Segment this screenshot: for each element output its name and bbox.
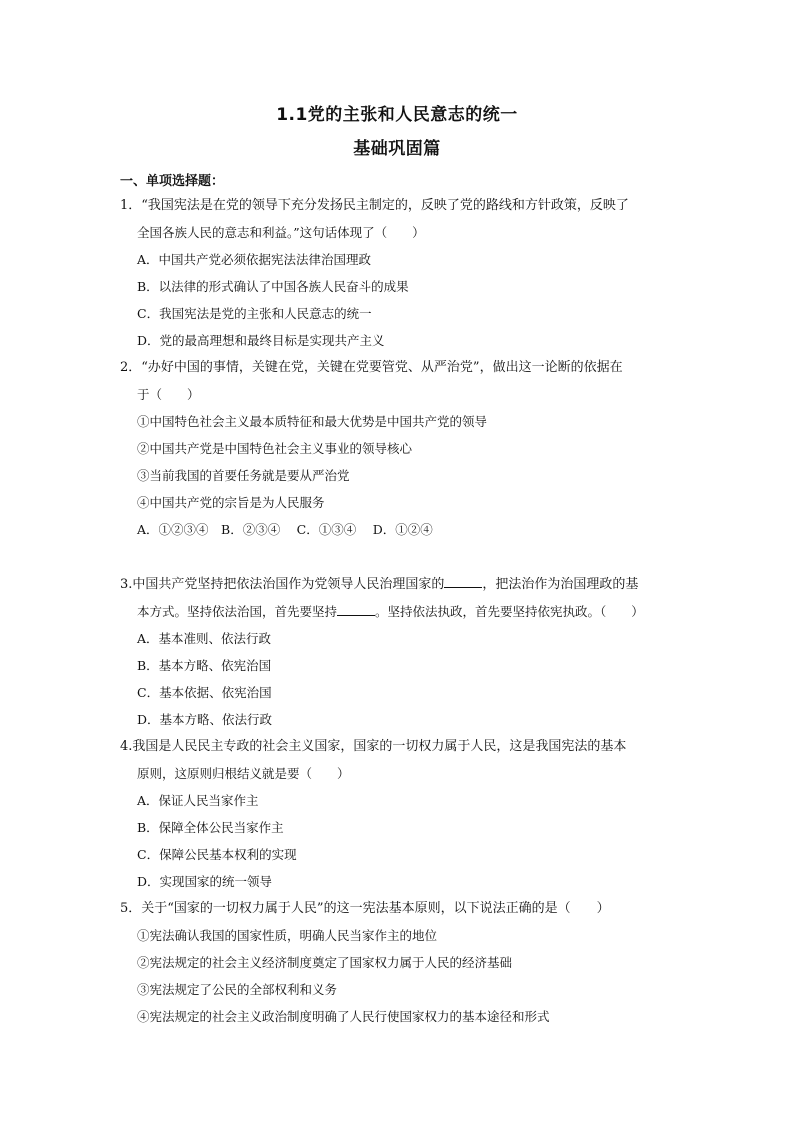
statement-4: ④宪法规定的社会主义政治制度明确了人民行使国家权力的基本途径和形式 [137, 1009, 550, 1024]
question-number: 4. [120, 739, 133, 754]
question-text: 中国共产党坚持把依法治国作为党领导人民治理国家的 [132, 577, 445, 592]
option-d: D．基本方略、依法行政 [137, 712, 273, 727]
option-a: A．中国共产党必须依据宪法法律治国理政 [137, 252, 372, 267]
statement-2: ②宪法规定的社会主义经济制度奠定了国家权力属于人民的经济基础 [137, 955, 513, 970]
option-a: A．基本准则、依法行政 [137, 631, 272, 646]
question-number: 5． [120, 901, 142, 916]
question-text: 我国是人民民主专政的社会主义国家，国家的一切权力属于人民，这是我国宪法的基本 [132, 739, 627, 754]
question-text: “我国宪法是在党的领导下充分发扬民主制定的，反映了党的路线和方针政策，反映了 [141, 198, 629, 213]
question-5-stem [120, 895, 680, 922]
option-c: C．基本依据、依宪治国 [137, 685, 272, 700]
statement-2: ②中国共产党是中国特色社会主义事业的领导核心 [137, 441, 413, 456]
question-number: 2． [120, 360, 142, 375]
question-text: 关于“国家的一切权力属于人民”的这一宪法基本原则，以下说法正确的是（ ） [141, 901, 610, 916]
option-b: B．保障全体公民当家作主 [137, 820, 284, 835]
question-number: 3. [120, 577, 133, 592]
option-c: C．保障公民基本权利的实现 [137, 847, 297, 862]
question-text: 本方式。坚持依法治国，首先要坚持 [137, 604, 338, 619]
option-a: A．保证人民当家作主 [137, 793, 259, 808]
question-2-stem [120, 354, 680, 381]
question-3-stem [120, 571, 680, 598]
question-text: “办好中国的事情，关键在党，关键在党要管党、从严治党”，做出这一论断的依据在 [141, 360, 623, 375]
document-subtitle: 基础巩固篇 [353, 139, 441, 159]
statement-3: ③宪法规定了公民的全部权利和义务 [137, 982, 338, 997]
option-c: C．我国宪法是党的主张和人民意志的统一 [137, 306, 372, 321]
question-number: 1． [120, 198, 142, 213]
option-d: D．党的最高理想和最终目标是实现共产主义 [137, 333, 385, 348]
question-1-stem-cont: 全国各族人民的意志和利益。”这句话体现了（ ） [137, 225, 425, 240]
question-1-stem [120, 192, 680, 219]
section-heading: 一、单项选择题： [120, 174, 225, 189]
options-inline: A．①②③④ B．②③④ C．①③④ D．①②④ [137, 522, 433, 537]
question-4-stem-cont: 原则，这原则归根结义就是要（ ） [137, 766, 350, 781]
statement-4: ④中国共产党的宗旨是为人民服务 [137, 495, 325, 510]
statement-1: ①宪法确认我国的国家性质，明确人民当家作主的地位 [137, 928, 438, 943]
question-text: 。坚持依法执政，首先要坚持依宪执政。（ ） [375, 604, 644, 619]
question-text: ，把法治作为治国理政的基 [482, 577, 639, 592]
option-b: B．基本方略、依宪治国 [137, 658, 272, 673]
statement-1: ①中国特色社会主义最本质特征和最大优势是中国共产党的领导 [137, 414, 488, 429]
document-title: 1.1党的主张和人民意志的统一 [276, 105, 518, 125]
answer-blank[interactable] [337, 601, 375, 616]
option-d: D．实现国家的统一领导 [137, 874, 273, 889]
statement-3: ③当前我国的首要任务就是要从严治党 [137, 468, 350, 483]
answer-blank[interactable] [444, 573, 482, 588]
question-3-stem-cont [137, 598, 644, 625]
option-b: B．以法律的形式确认了中国各族人民奋斗的成果 [137, 279, 409, 294]
question-2-stem-cont: 于（ ） [137, 387, 200, 402]
question-4-stem [120, 733, 680, 760]
